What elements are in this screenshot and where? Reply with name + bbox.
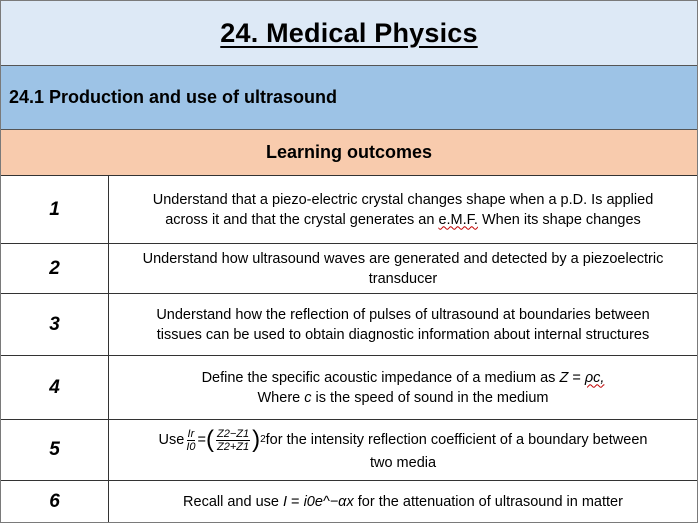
close-paren: ) [252, 426, 261, 453]
denominator: I0 [186, 440, 196, 453]
outcome-text [109, 176, 697, 243]
outcome-number: 6 [1, 481, 109, 522]
outcome-line [165, 210, 641, 230]
outcome-line [183, 492, 623, 512]
text-fragment: Use [158, 432, 185, 448]
outcome-line: two media [369, 454, 437, 471]
outcome-number: 1 [1, 176, 109, 243]
section-row [1, 66, 697, 130]
numerator: Ir [187, 427, 195, 440]
outcome-line: Understand how ultrasound waves are generated and detected by a piezoelectric [142, 250, 664, 267]
outcome-line [202, 368, 605, 388]
emf-abbrev: e.M.F. [438, 211, 478, 228]
symbol-z: Z [559, 369, 569, 386]
text-fragment: = [568, 369, 585, 386]
intensity-ratio [186, 428, 195, 453]
text-fragment: = [287, 493, 304, 510]
outcome-line [159, 428, 648, 453]
outcome-row-1 [1, 176, 697, 244]
outcome-text [109, 481, 697, 522]
page-title: 24. Medical Physics [220, 17, 478, 48]
outcome-line: transducer [368, 270, 438, 287]
attenuation-formula: i0e^−αx [303, 493, 354, 510]
title-row [1, 1, 697, 66]
text-fragment: for the intensity reflection coefficient of a boundary between [265, 432, 648, 448]
outcome-text [109, 244, 697, 293]
outcome-row-5 [1, 420, 697, 481]
symbol-c: c [304, 389, 312, 406]
outcome-text [109, 356, 697, 419]
outcome-text [109, 420, 697, 480]
learning-outcomes-heading: Learning outcomes [265, 142, 433, 162]
outcome-line: Understand how the reflection of pulses of ultrasound at boundaries between [156, 306, 650, 323]
text-fragment: for the attenuation of ultrasound in matter [353, 493, 623, 510]
text-fragment: Where [257, 389, 305, 406]
outcome-row-6 [1, 481, 697, 522]
text-fragment: across it and that the crystal generates an [165, 211, 439, 228]
outcome-number: 4 [1, 356, 109, 419]
text-fragment: Define the specific acoustic impedance of a medium as [201, 369, 560, 386]
section-heading: 24.1 Production and use of ultrasound [9, 87, 338, 107]
denominator: Z2+Z1 [216, 440, 250, 453]
text-fragment: Recall and use [183, 493, 283, 510]
open-paren: ( [205, 426, 214, 453]
equals-sign: = [197, 432, 206, 448]
outcome-row-4 [1, 356, 697, 420]
exponent: 2 [260, 434, 266, 445]
outcome-number: 3 [1, 294, 109, 355]
learning-outcomes-row [1, 130, 697, 176]
outcome-text [109, 294, 697, 355]
outcome-line: tissues can be used to obtain diagnostic information about internal structures [156, 326, 650, 343]
numerator: Z2−Z1 [216, 427, 250, 440]
outcome-line: Understand that a piezo-electric crystal changes shape when a p.D. Is applied [152, 191, 654, 208]
symbol-rho-c: ρc, [584, 369, 605, 386]
impedance-ratio [216, 428, 250, 453]
outcome-row-3 [1, 294, 697, 356]
symbol-i: I [283, 493, 288, 510]
outcome-number: 5 [1, 420, 109, 480]
outcome-line [258, 388, 549, 408]
outcome-number: 2 [1, 244, 109, 293]
text-fragment: When its shape changes [477, 211, 641, 228]
outcome-row-2 [1, 244, 697, 294]
text-fragment: is the speed of sound in the medium [311, 389, 549, 406]
